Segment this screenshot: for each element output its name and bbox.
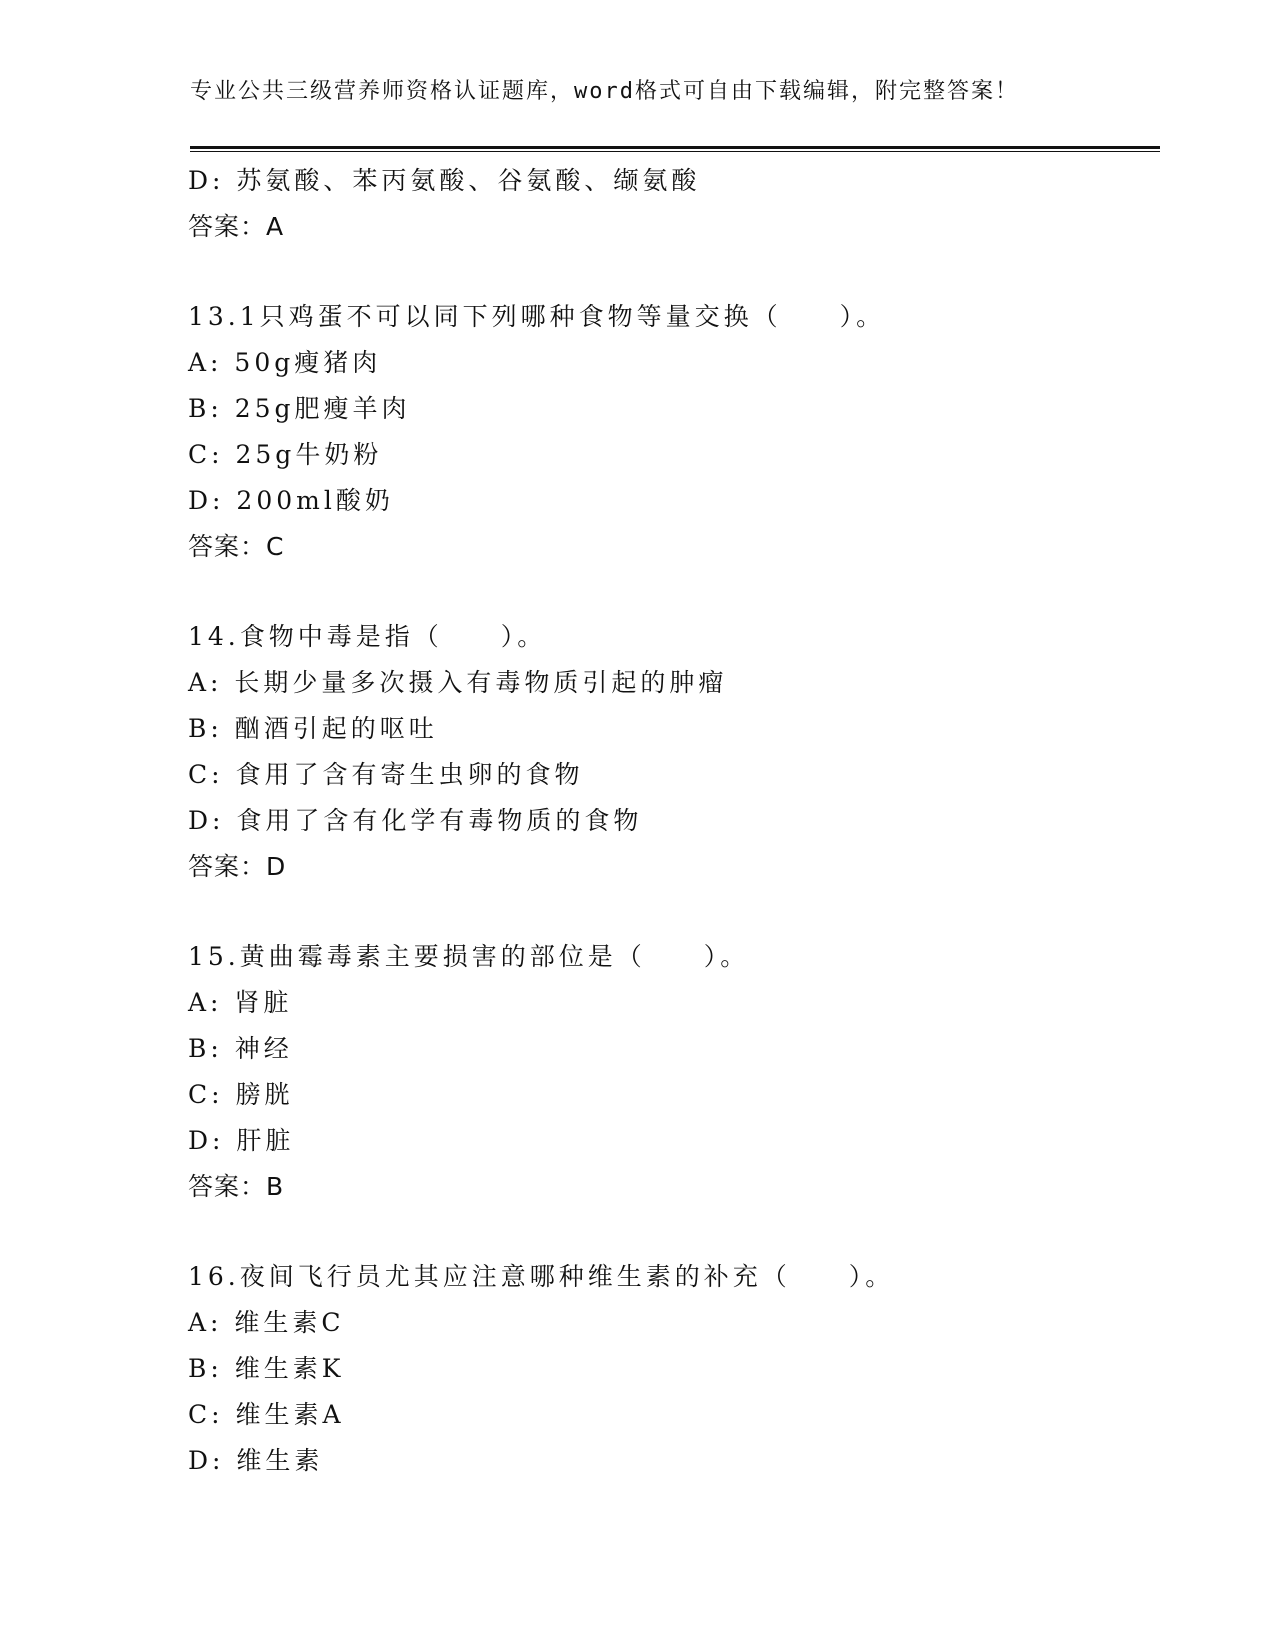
spacer xyxy=(188,250,1168,294)
question-content xyxy=(188,158,1168,1484)
page-header: 专业公共三级营养师资格认证题库，word格式可自由下载编辑，附完整答案！ xyxy=(190,79,1019,104)
header-divider-thin xyxy=(190,151,1160,152)
question-stem: 15.黄曲霉毒素主要损害的部位是（ ）。 xyxy=(188,942,750,971)
header-divider-thick xyxy=(190,146,1160,149)
option-a: A: 维生素C xyxy=(188,1308,345,1337)
option-b: B: 25g肥瘦羊肉 xyxy=(188,394,411,423)
option-a: A: 肾脏 xyxy=(188,988,293,1017)
question-stem: 16.夜间飞行员尤其应注意哪种维生素的补充（ ）。 xyxy=(188,1262,895,1291)
question-15 xyxy=(188,934,1168,1210)
question-16 xyxy=(188,1254,1168,1484)
option-b: B: 酗酒引起的呕吐 xyxy=(188,714,438,743)
option-c: C: 维生素A xyxy=(188,1400,345,1429)
option-d: D: 200ml酸奶 xyxy=(188,486,394,515)
option-d: D: 维生素 xyxy=(188,1446,324,1475)
question-12-fragment xyxy=(188,158,1168,250)
option-d: D: 苏氨酸、苯丙氨酸、谷氨酸、缬氨酸 xyxy=(188,166,701,195)
answer-line: 答案：B xyxy=(188,1172,285,1201)
spacer xyxy=(188,1210,1168,1254)
option-a: A: 50g瘦猪肉 xyxy=(188,348,382,377)
question-14 xyxy=(188,614,1168,890)
option-b: B: 神经 xyxy=(188,1034,293,1063)
question-13 xyxy=(188,294,1168,570)
option-c: C: 膀胱 xyxy=(188,1080,294,1109)
option-c: C: 25g牛奶粉 xyxy=(188,440,383,469)
option-b: B: 维生素K xyxy=(188,1354,345,1383)
answer-line: 答案：A xyxy=(188,212,285,241)
option-d: D: 肝脏 xyxy=(188,1126,295,1155)
option-a: A: 长期少量多次摄入有毒物质引起的肿瘤 xyxy=(188,668,728,697)
question-stem: 14.食物中毒是指（ ）。 xyxy=(188,622,547,651)
spacer xyxy=(188,890,1168,934)
option-c: C: 食用了含有寄生虫卵的食物 xyxy=(188,760,584,789)
answer-line: 答案：D xyxy=(188,852,287,881)
question-stem: 13.1只鸡蛋不可以同下列哪种食物等量交换（ ）。 xyxy=(188,302,886,331)
spacer xyxy=(188,570,1168,614)
answer-line: 答案：C xyxy=(188,532,285,561)
option-d: D: 食用了含有化学有毒物质的食物 xyxy=(188,806,643,835)
